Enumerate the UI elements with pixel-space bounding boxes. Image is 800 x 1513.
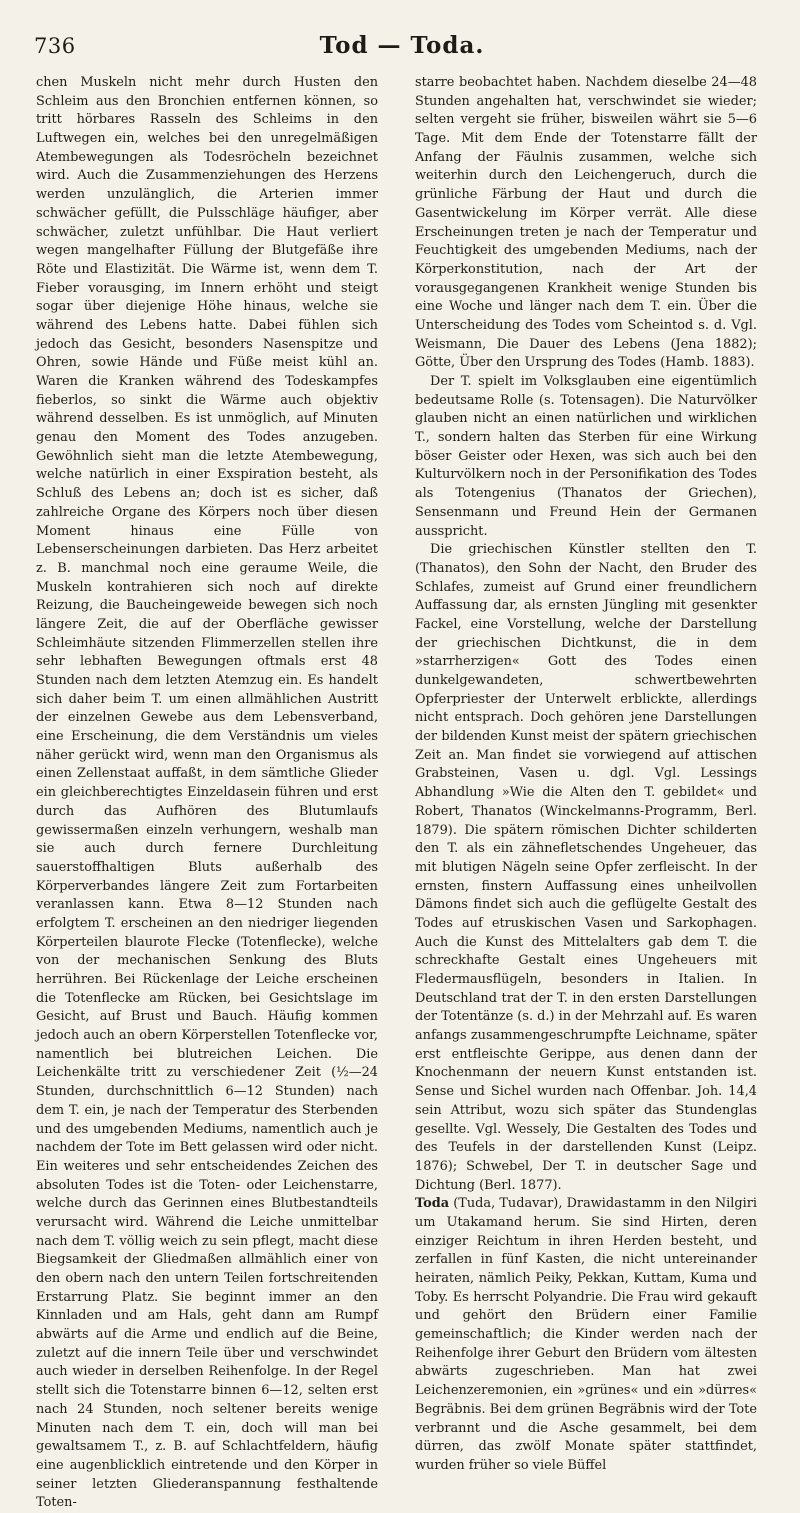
entry-toda (415, 1195, 757, 1475)
right-column (415, 74, 757, 1476)
left-column (36, 74, 378, 1513)
paragraph: Der T. spielt im Volksglauben eine eigentümlich bedeutsame Rolle (s. Totensagen). Die Naturvölker glauben nicht an einen natürlichen und wirklichen T., sondern halten das Sterben für eine Wirkung böser Geister oder Hexen, was sich auch bei den Kulturvölkern noch in der Personifikation des Todes als Totengenius (Thanatos der Griechen), Sensenmann und Freund Hein der Germanen ausspricht. (415, 374, 757, 539)
running-head: Tod — Toda. (319, 32, 485, 59)
page-header (34, 30, 770, 64)
page-number: 736 (34, 34, 76, 58)
paragraph: starre beobachtet haben. Nachdem dieselbe 24—48 Stunden angehalten hat, verschwindet sie wieder; selten vergeht sie früher, bisweilen währt sie 5—6 Tage. Mit dem Ende der Totenstarre fällt der Anfang der Fäulnis zusammen, welche sich weiterhin durch den Leichengeruch, durch die grünliche Färbung der Haut und durch die Gasentwickelung im Körper verrät. Alle diese Erscheinungen treten je nach der Temperatur und Feuchtigkeit des umgebenden Mediums, nach der Körperkonstitution, nach der Art der vorausgegangenen Krankheit wenige Stunden bis eine Woche und länger nach dem T. ein. Über die Unterscheidung des Todes vom Scheintod s. d. Vgl. Weismann, Die Dauer des Lebens (Jena 1882); Götte, Über den Ursprung des Todes (Hamb. 1883). (415, 75, 757, 371)
paragraph: chen Muskeln nicht mehr durch Husten den Schleim aus den Bronchien entfernen können, so tritt hörbares Rasseln des Schleims in den Luftwegen ein, welches bei den unregelmäßigen Atembewegungen als Todesröcheln bezeichnet wird. Auch die Zusammenziehungen des Herzens werden unzulänglich, die Arterien immer schwächer gefüllt, die Pulsschläge häufiger, aber schwächer, zuletzt unfühlbar. Die Haut verliert wegen mangelhafter Füllung der Blutgefäße ihre Röte und Elastizität. Die Wärme ist, wenn dem T. Fieber vorausging, im Innern erhöht und steigt sogar über diejenige Höhe hinaus, welche sie während des Lebens hatte. Dabei fühlen sich jedoch das Gesicht, besonders Nasenspitze und Ohren, sowie Hände und Füße meist kühl an. Waren die Kranken während des Todeskampfes fieberlos, so sinkt die Wärme auch objektiv während desselben. Es ist unmöglich, auf Minuten genau den Moment des Todes anzugeben. Gewöhnlich sieht man die letzte Atembewegung, welche natürlich in einer Exspiration besteht, als Schluß des Lebens an; doch ist es sicher, daß zahlreiche Organe des Körpers noch über diesen Moment hinaus eine Fülle von Lebenserscheinungen darbieten. Das Herz arbeitet z. B. manchmal noch eine geraume Weile, die Muskeln kontrahieren sich noch auf direkte Reizung, die Baucheingeweide bewegen sich noch längere Zeit, die auf der Oberfläche gewisser Schleimhäute sitzenden Flimmerzellen stellen ihre sehr lebhaften Bewegungen oftmals erst 48 Stunden nach dem letzten Atemzug ein. Es handelt sich daher beim T. um einen allmählichen Austritt der einzelnen Gewebe aus dem Lebensverband, eine Erscheinung, die dem Verständnis um vieles näher gerückt wird, wenn man den Organismus als einen Zellenstaat auffaßt, in dem sämtliche Glieder ein gleichberechtigtes Einzeldasein führen und erst durch das Aufhören des Blutumlaufs gewissermaßen einzeln verhungern, weshalb man sie auch durch fernere Durchleitung sauerstoffhaltigen Bluts außerhalb des Körperverbandes längere Zeit zum Fortarbeiten veranlassen kann. Etwa 8—12 Stunden nach erfolgtem T. erscheinen an den niedriger liegenden Körperteilen blaurote Flecke (Totenflecke), welche von der mechanischen Senkung des Bluts herrühren. Bei Rückenlage der Leiche erscheinen die Totenflecke am Rücken, bei Gesichtslage im Gesicht, auf Brust und Bauch. Häufig kommen jedoch auch an obern Körperstellen Totenflecke vor, namentlich bei blutreichen Leichen. Die Leichenkälte tritt zu verschiedener Zeit (½—24 Stunden, durchschnittlich 6—12 Stunden) nach dem T. ein, je nach der Temperatur des Sterbenden und des umgebenden Mediums, namentlich auch je nachdem der Tote im Bett gelassen wird oder nicht. Ein weiteres und sehr entscheidendes Zeichen des absoluten Todes ist die Toten- oder Leichenstarre, welche durch das Gerinnen eines Blutbestandteils verursacht wird. Während die Leiche unmittelbar nach dem T. völlig weich zu sein pflegt, macht diese Biegsamkeit der Gliedmaßen allmählich einer von den obern nach den untern Teilen fortschreitenden Erstarrung Platz. Sie beginnt immer an den Kinnladen und am Hals, geht dann am Rumpf abwärts auf die Arme und endlich auf die Beine, zuletzt auf die innern Teile über und verschwindet auch wieder in derselben Reihenfolge. In der Regel stellt sich die Totenstarre binnen 6—12, selten erst nach 24 Stunden, noch seltener bereits wenige Minuten nach dem T. ein, doch will man bei gewaltsamem T., z. B. auf Schlachtfeldern, häufig eine augenblicklich eintretende und den Körper in seiner letzten Gliederanspannung festhaltende Toten- (36, 75, 378, 1511)
paragraph: Die griechischen Künstler stellten den T. (Thanatos), den Sohn der Nacht, den Bruder des Schlafes, zumeist auf Grund einer freundlichern Auffassung dar, als ernsten Jüngling mit gesenkter Fackel, eine Vorstellung, welche der Darstellung der griechischen Dichtkunst, die in dem »starrherzigen« Gott des Todes einen dunkelgewandeten, schwertbewehrten Opferpriester der Unterwelt erblickte, allerdings nicht entsprach. Doch gehören jene Darstellungen der bildenden Kunst meist der spätern griechischen Zeit an. Man findet sie vorwiegend auf attischen Grabsteinen, Vasen u. dgl. Vgl. Lessings Abhandlung »Wie die Alten den T. gebildet« und Robert, Thanatos (Winckelmanns-Programm, Berl. 1879). Die spätern römischen Dichter schilderten den T. als ein zähnefletschendes Ungeheuer, das mit blutigen Nägeln seine Opfer zerfleischt. In der ernsten, finstern Auffassung eines unheilvollen Dämons findet sich auch die geflügelte Gestalt des Todes auf etruskischen Vasen und Sarkophagen. Auch die Kunst des Mittelalters gab dem T. die schreckhafte Gestalt eines Ungeheuers mit Fledermausflügeln, besonders in Italien. In Deutschland trat der T. in den ersten Darstellungen der Totentänze (s. d.) in der Mehrzahl auf. Es waren anfangs zusammengeschrumpfte Leichname, später erst entfleischte Gerippe, aus denen dann der Knochenmann der neuern Kunst entstanden ist. Sense und Sichel wurden nach Offenbar. Joh. 14,4 sein Attribut, wozu sich später das Stundenglas gesellte. Vgl. Wessely, Die Gestalten des Todes und des Teufels in der darstellenden Kunst (Leipz. 1876); Schwebel, Der T. in deutscher Sage und Dichtung (Berl. 1877). (415, 542, 757, 1193)
headword: Toda (415, 1196, 450, 1212)
entry-text: (Tuda, Tudavar), Drawidastamm in den Nilgiri um Utakamand herum. Sie sind Hirten, deren einziger Reichtum in ihren Herden besteht, und zerfallen in fünf Kasten, die nicht untereinander heiraten, nämlich Peiky, Pekkan, Kuttam, Kuma und Toby. Es herrscht Polyandrie. Die Frau wird gekauft und gehört den Brüdern einer Familie gemeinschaftlich; die Kinder werden nach der Reihenfolge ihrer Geburt den Brüdern vom ältesten abwärts zugeschrieben. Man hat zwei Leichenzeremonien, ein »grünes« und ein »dürres« Begräbnis. Bei dem grünen Begräbnis wird der Tote verbrannt und die Asche gesammelt, bei dem dürren, das zwölf Monate später stattfindet, wurden früher so viele Büffel (415, 1196, 757, 1473)
